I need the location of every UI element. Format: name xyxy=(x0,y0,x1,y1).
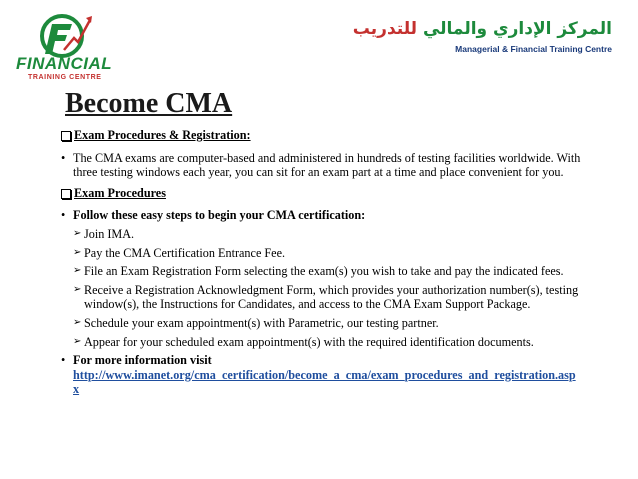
bullet-dot-icon: • xyxy=(61,150,66,165)
checkbox-bullet-icon xyxy=(61,131,71,141)
logo-wordmark: FINANCIAL xyxy=(16,54,113,73)
steps-intro: Follow these easy steps to begin your CMA certification: xyxy=(73,208,366,223)
list-item: ➢ Join IMA. xyxy=(73,226,135,241)
english-centre-name: Managerial & Financial Training Centre xyxy=(455,44,612,54)
more-info-text: For more information visit xyxy=(73,353,212,368)
arabic-centre-name xyxy=(352,18,612,40)
arrow-bullet-icon: ➢ xyxy=(73,246,82,258)
slide-content xyxy=(61,128,581,401)
bullet-dot-icon: • xyxy=(61,208,66,223)
registration-bullet xyxy=(61,151,581,180)
procedures-heading: Exam Procedures xyxy=(61,186,581,201)
list-item: ➢ Receive a Registration Acknowledgment Form, which provides your authorization number(s), testing window(s), the Instructions for Candidates, and access to the CMA Exam Support Package. xyxy=(73,282,579,312)
arrow-bullet-icon: ➢ xyxy=(73,316,82,328)
list-item: ➢ Appear for your scheduled exam appointment(s) with the required identification documents. xyxy=(73,334,534,349)
arrow-bullet-icon: ➢ xyxy=(73,335,82,347)
registration-text: The CMA exams are computer-based and administered in hundreds of testing facilities worldwide. With three testing windows each year, you can sit for an exam part at a time and place convenient for you. xyxy=(73,150,581,180)
arabic-name-green: المركز الإداري والمالي xyxy=(422,19,612,39)
logo-subtitle: TRAINING CENTRE xyxy=(28,74,102,81)
arabic-centre-logo xyxy=(352,18,612,62)
exam-registration-link[interactable]: http://www.imanet.org/cma_certification/become_a_cma/exam_procedures_and_registration.aspx xyxy=(73,367,576,397)
financial-training-centre-logo xyxy=(14,10,124,80)
list-item: ➢ Schedule your exam appointment(s) with Parametric, our testing partner. xyxy=(73,315,439,330)
bullet-dot-icon: • xyxy=(61,353,66,368)
registration-heading: Exam Procedures & Registration: xyxy=(61,128,581,143)
steps-intro-bullet xyxy=(61,208,581,223)
arrow-bullet-icon: ➢ xyxy=(73,283,82,295)
steps-list xyxy=(73,227,581,349)
more-info-bullet xyxy=(61,353,581,397)
page-title: Become CMA xyxy=(65,88,233,119)
list-item: ➢ Pay the CMA Certification Entrance Fee. xyxy=(73,245,286,260)
arrow-bullet-icon: ➢ xyxy=(73,265,82,277)
checkbox-bullet-icon xyxy=(61,189,71,199)
arrow-bullet-icon: ➢ xyxy=(73,227,82,239)
arabic-name-red: للتدريب xyxy=(352,19,418,39)
logo-emblem-icon xyxy=(34,10,96,60)
list-item: ➢ File an Exam Registration Form selecting the exam(s) you wish to take and pay the indicated fees. xyxy=(73,264,564,279)
